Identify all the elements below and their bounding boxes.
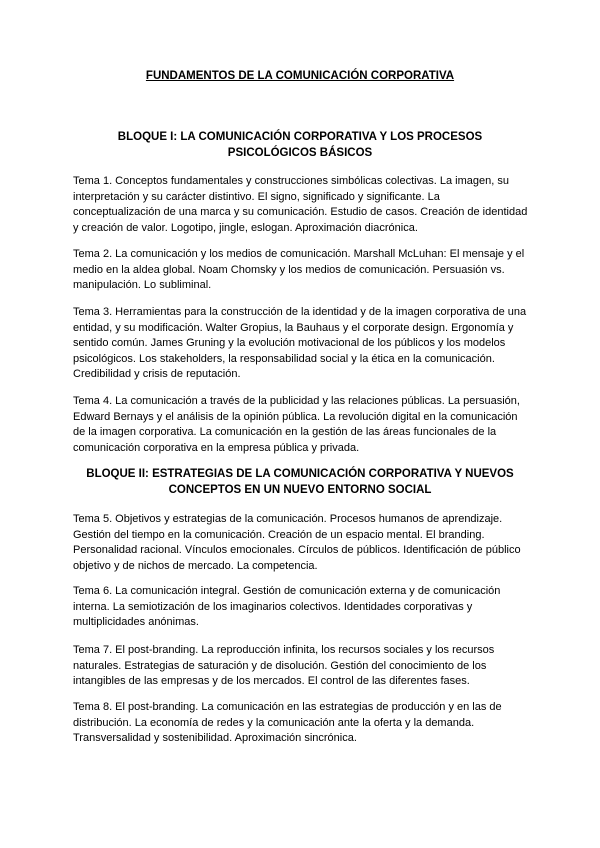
topic-3: Tema 3. Herramientas para la construcción de la identidad y de la imagen corporativa de una entidad, y su modificación. Walter Gropius, la Bauhaus y el corporate design. Ergonomía y sentido común. James Gruning y la evolución motivacional de los públicos y los modelos psicológicos. Los stakeholders, la responsabilidad social y la ética en la comunicación. Credibilidad y crisis de reputación. [73, 306, 527, 381]
block-1-heading: BLOQUE I: LA COMUNICACIÓN CORPORATIVA Y LOS PROCESOS PSICOLÓGICOS BÁSICOS [117, 131, 483, 159]
topic-6: Tema 6. La comunicación integral. Gestión de comunicación externa y de comunicación interna. La semiotización de los imaginarios colectivos. Identidades corporativas y multiplicidades anónimas. [73, 585, 501, 629]
document-title: FUNDAMENTOS DE LA COMUNICACIÓN CORPORATIVA [145, 70, 455, 82]
topic-1: Tema 1. Conceptos fundamentales y construcciones simbólicas colectivas. La imagen, su interpretación y su carácter distintivo. El signo, significado y significante. La conceptualización de una marca y su comunicación. Estudio de casos. Creación de identidad y creación de valor. Logotipo, jingle, eslogan. Aproximación diacrónica. [73, 175, 528, 234]
topic-7: Tema 7. El post-branding. La reproducción infinita, los recursos sociales y los recursos naturales. Estrategias de saturación y de disolución. Gestión del conocimiento de los intangibles de las empresas y de los mercados. El control de las diferentes fases. [73, 644, 495, 688]
topic-5: Tema 5. Objetivos y estrategias de la comunicación. Procesos humanos de aprendizaje. Gestión del tiempo en la comunicación. Creación de un espacio mental. El branding. Personalidad racional. Vínculos emocionales. Círculos de públicos. Identificación de público objetivo y de nichos de mercado. La competencia. [73, 513, 521, 572]
topic-2: Tema 2. La comunicación y los medios de comunicación. Marshall McLuhan: El mensaje y el medio en la aldea global. Noam Chomsky y los medios de comunicación. Persuasión vs. manipulación. Lo subliminal. [73, 248, 525, 292]
block-2-heading: BLOQUE II: ESTRATEGIAS DE LA COMUNICACIÓN CORPORATIVA Y NUEVOS CONCEPTOS EN UN NUEVO ENTORNO SOCIAL [86, 468, 514, 496]
topic-8: Tema 8. El post-branding. La comunicación en las estrategias de producción y en las de distribución. La economía de redes y la comunicación ante la oferta y la demanda. Transversalidad y sostenibilidad. Aproximación sincrónica. [73, 701, 502, 745]
topic-4: Tema 4. La comunicación a través de la publicidad y las relaciones públicas. La persuasión, Edward Bernays y el análisis de la opinión pública. La revolución digital en la comunicación de la imagen corporativa. La comunicación en la gestión de las áreas funcionales de la comunicación corporativa en la empresa pública y privada. [73, 395, 520, 454]
